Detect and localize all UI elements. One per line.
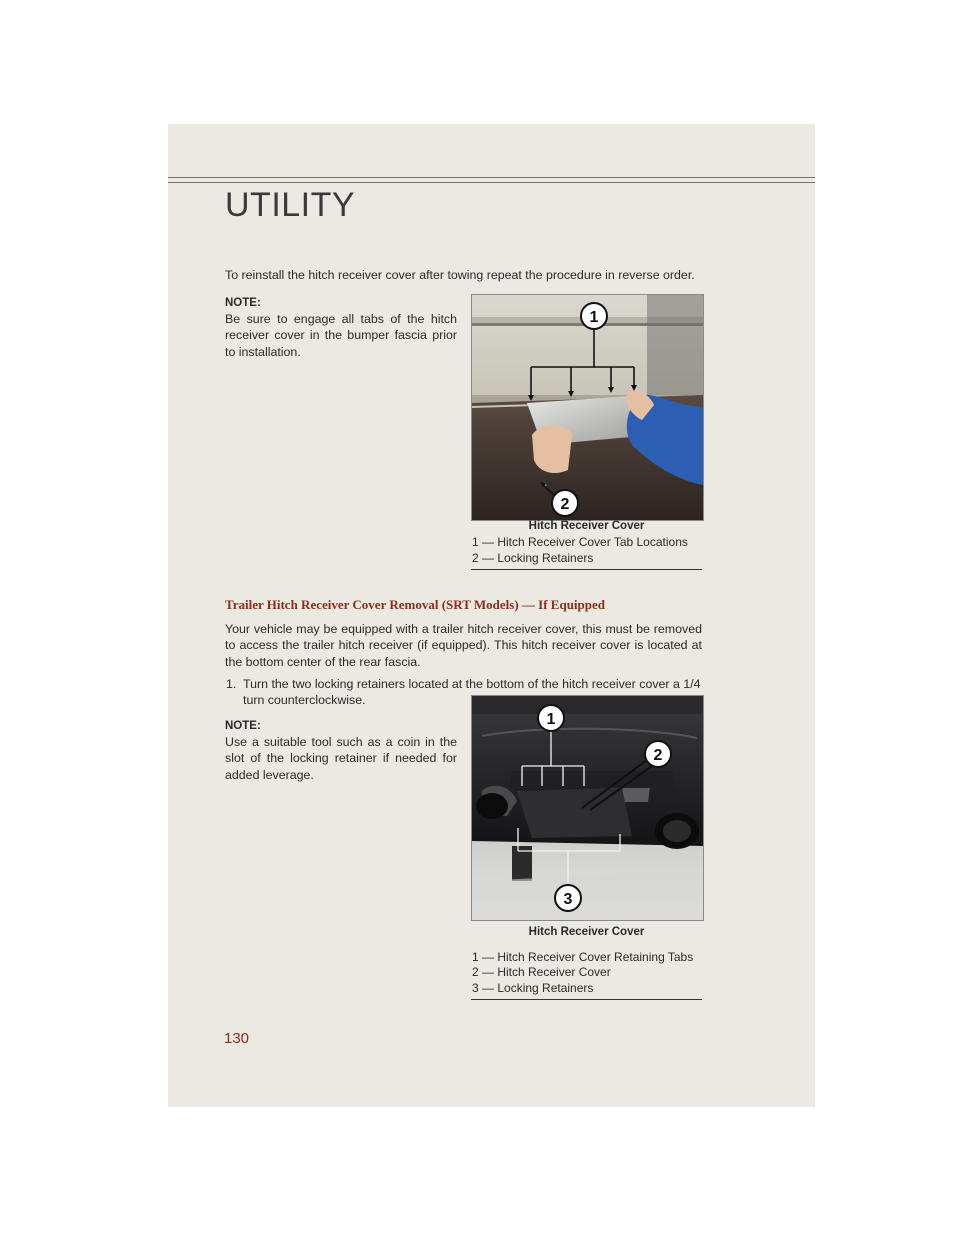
page-number: 130 (224, 1030, 250, 1047)
figure-1-caption-rule (471, 569, 702, 570)
note-2-label: NOTE: (225, 720, 261, 732)
section-2-paragraph: Your vehicle may be equipped with a trailer hitch receiver cover, this must be removed to access the trailer hitch receiver (if equipped). This hitch receiver cover is located at the bottom center of the rear fascia. (225, 622, 702, 669)
figure-2-legend-1: 1 — Hitch Receiver Cover Retaining Tabs (472, 950, 694, 964)
hitch-cover-install-photo (471, 294, 704, 521)
step-1-number: 1. (226, 677, 237, 691)
figure-2-legend-2: 2 — Hitch Receiver Cover (472, 965, 611, 979)
figure-2-caption-rule (471, 999, 702, 1000)
header-rule-top (168, 177, 815, 178)
figure-1-caption-title: Hitch Receiver Cover (528, 520, 645, 532)
intro-text: To reinstall the hitch receiver cover after towing repeat the procedure in reverse order. (225, 268, 695, 282)
note-2-text: Use a suitable tool such as a coin in the slot of the locking retainer if needed for added leverage. (225, 735, 457, 782)
figure-2-callout-2: 2 (653, 747, 663, 764)
header-rule-bottom (168, 182, 815, 183)
note-1-text: Be sure to engage all tabs of the hitch receiver cover in the bumper fascia prior to installation. (225, 312, 457, 359)
hitch-cover-removal-photo (471, 695, 704, 921)
section-title: UTILITY (225, 186, 356, 224)
figure-1-callout-2: 2 (560, 496, 570, 513)
figure-1-legend-2: 2 — Locking Retainers (472, 551, 594, 565)
figure-1-legend-1: 1 — Hitch Receiver Cover Tab Locations (472, 535, 688, 549)
figure-2-caption-title: Hitch Receiver Cover (528, 926, 645, 938)
figure-2-callout-1: 1 (546, 711, 556, 728)
step-1-text: Turn the two locking retainers located at the bottom of the hitch receiver cover a 1/4 turn counterclockwise. (243, 677, 701, 708)
section-2-heading: Trailer Hitch Receiver Cover Removal (SRT Models) — If Equipped (225, 597, 606, 612)
figure-1-callout-1: 1 (589, 309, 599, 326)
figure-2-callout-3: 3 (563, 891, 573, 908)
figure-2-legend-3: 3 — Locking Retainers (472, 981, 594, 995)
note-1-label: NOTE: (225, 297, 261, 309)
